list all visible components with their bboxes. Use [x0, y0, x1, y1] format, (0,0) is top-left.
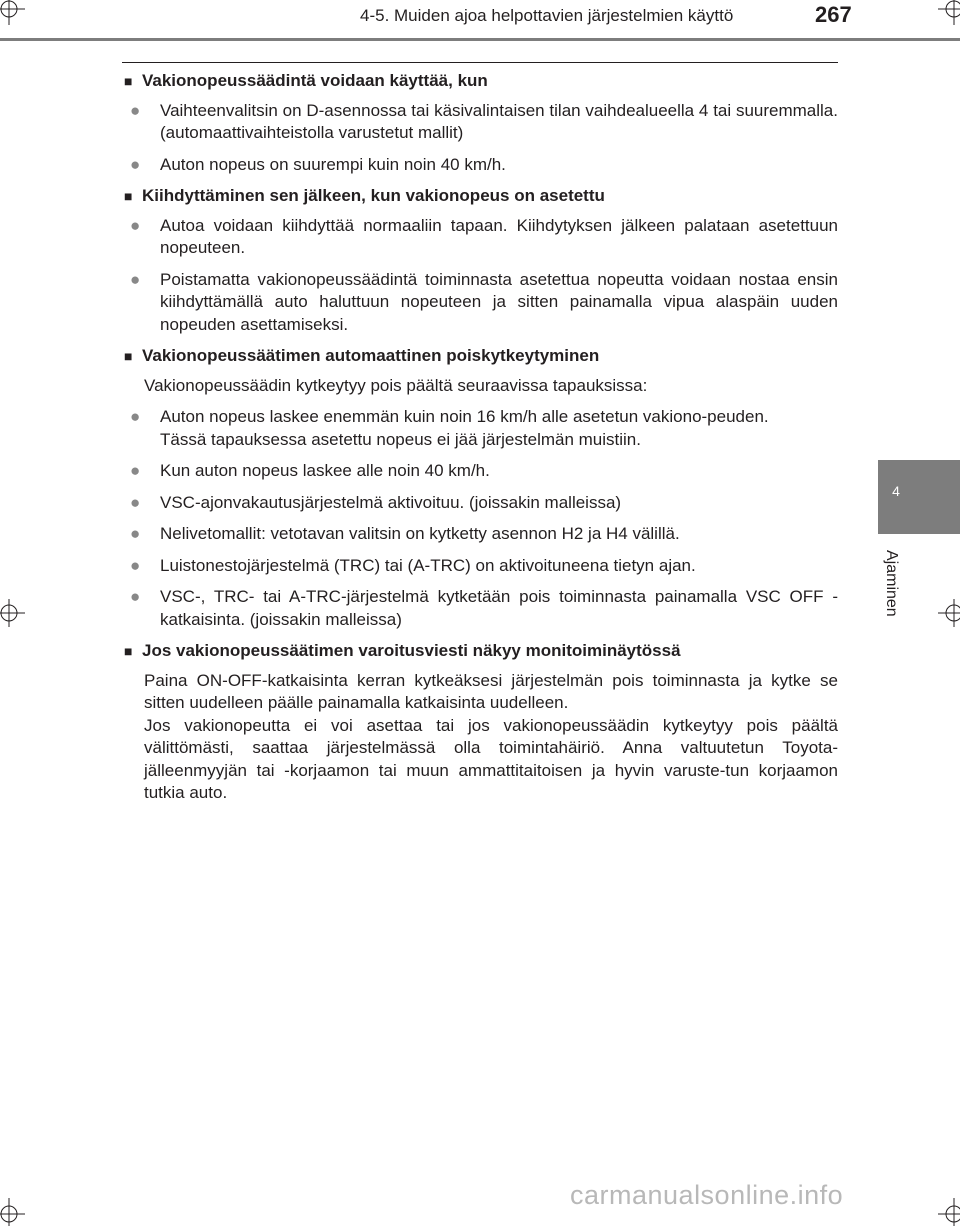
section-cruise-usable: [124, 70, 838, 176]
circle-bullet-icon: ●: [130, 492, 141, 512]
section-heading: [124, 640, 838, 663]
crop-mark-bottom-left: [0, 1196, 27, 1226]
page-content: [124, 70, 838, 814]
list-item-text: VSC-, TRC- tai A-TRC-järjestelmä kytketään pois toiminnasta painamalla VSC OFF -katkaisinta. (joissakin malleissa): [160, 587, 838, 629]
list-item-text: Poistamatta vakionopeussäädintä toiminnasta asetettua nopeutta voidaan nostaa ensin kiihdyttämällä auto haluttuun nopeuteen ja sitten painamalla vipua alaspäin uuden nopeuden asettamiseksi.: [160, 269, 838, 334]
section-heading-text: Vakionopeussäätimen automaattinen poiskytkeytyminen: [142, 346, 600, 365]
list-item: [130, 269, 838, 337]
section-heading-text: Kiihdyttäminen sen jälkeen, kun vakionopeus on asetettu: [142, 186, 605, 205]
list-item-text: Nelivetomallit: vetotavan valitsin on kytketty asennon H2 ja H4 välillä.: [160, 524, 680, 543]
list-item-text: Vaihteenvalitsin on D-asennossa tai käsivalintaisen tilan vaihdealueella 4 tai suuremmalla. (automaattivaihteistolla varustetut mallit): [160, 100, 838, 142]
circle-bullet-icon: ●: [130, 154, 141, 174]
section-heading: [124, 345, 838, 368]
chapter-tab-number: 4: [892, 483, 900, 499]
chapter-tab-label: Ajaminen: [883, 550, 900, 617]
section-acceleration: [124, 185, 838, 336]
crop-mark-top-left: [0, 0, 27, 27]
watermark-text[interactable]: carmanualsonline.info: [570, 1180, 844, 1210]
list-item: [130, 555, 838, 578]
section-heading-text: Jos vakionopeussäätimen varoitusviesti näkyy monitoiminäytössä: [142, 641, 681, 660]
square-bullet-icon: ■: [124, 73, 133, 89]
content-top-rule: [122, 62, 838, 63]
list-item-text: Luistonestojärjestelmä (TRC) tai (A-TRC) on aktivoituneena tietyn ajan.: [160, 555, 696, 575]
section-warning-message: [124, 640, 838, 805]
crop-mark-mid-right: [936, 598, 960, 628]
list-item-text: Auton nopeus on suurempi kuin noin 40 km/h.: [160, 154, 506, 174]
list-item: [130, 154, 838, 177]
circle-bullet-icon: ●: [130, 407, 141, 426]
list-item-text: VSC-ajonvakautusjärjestelmä aktivoituu. (joissakin malleissa): [160, 492, 622, 512]
list-item-text: Auton nopeus laskee enemmän kuin noin 16 km/h alle asetetun vakiono-peuden. Tässä tapauksessa asetettu nopeus ei jää järjestelmän muistiin.: [160, 407, 769, 449]
section-intro: Vakionopeussäädin kytkeytyy pois päältä seuraavissa tapauksissa:: [144, 375, 648, 395]
running-header-title: 4-5. Muiden ajoa helpottavien järjestelmien käyttö: [360, 6, 734, 25]
circle-bullet-icon: ●: [130, 269, 141, 289]
list-item: [130, 215, 838, 260]
crop-mark-top-right: [936, 0, 960, 27]
circle-bullet-icon: ●: [130, 461, 141, 480]
circle-bullet-icon: ●: [130, 555, 141, 575]
section-paragraph: Paina ON-OFF-katkaisinta kerran kytkeäksesi järjestelmän pois toiminnasta ja kytke se sitten uudelleen päälle painamalla katkaisinta uudelleen. Jos vakionopeutta ei voi asettaa tai jos vakionopeussäädin kytkeytyy pois päältä välittömästi, saattaa järjestelmässä olla toimintahäiriö. Anna valtuutetun Toyota-jälleenmyyjän tai -korjaamon tai muun ammattitaitoisen ja hyvin varuste-tun korjaamon tutkia auto.: [144, 670, 838, 802]
section-heading: [124, 185, 838, 208]
circle-bullet-icon: ●: [130, 215, 141, 235]
circle-bullet-icon: ●: [130, 524, 141, 543]
header-rule: [0, 38, 960, 41]
circle-bullet-icon: ●: [130, 587, 141, 606]
section-heading-text: Vakionopeussäädintä voidaan käyttää, kun: [142, 71, 488, 90]
square-bullet-icon: ■: [124, 348, 133, 364]
list-item: [130, 100, 838, 145]
list-item-text: Kun auton nopeus laskee alle noin 40 km/h.: [160, 461, 490, 480]
list-item: [130, 492, 838, 515]
page-number: 267: [815, 2, 852, 27]
crop-mark-mid-left: [0, 598, 27, 628]
crop-mark-bottom-right: [936, 1196, 960, 1226]
list-item-text: Autoa voidaan kiihdyttää normaaliin tapaan. Kiihdytyksen jälkeen palataan asetettuun nopeuteen.: [160, 215, 838, 257]
square-bullet-icon: ■: [124, 643, 133, 659]
circle-bullet-icon: ●: [130, 100, 141, 120]
section-heading: [124, 70, 838, 93]
square-bullet-icon: ■: [124, 188, 133, 204]
list-item: [130, 586, 838, 631]
section-automatic-cancel: [124, 345, 838, 631]
list-item: [130, 406, 838, 451]
list-item: [130, 523, 838, 546]
list-item: [130, 460, 838, 483]
